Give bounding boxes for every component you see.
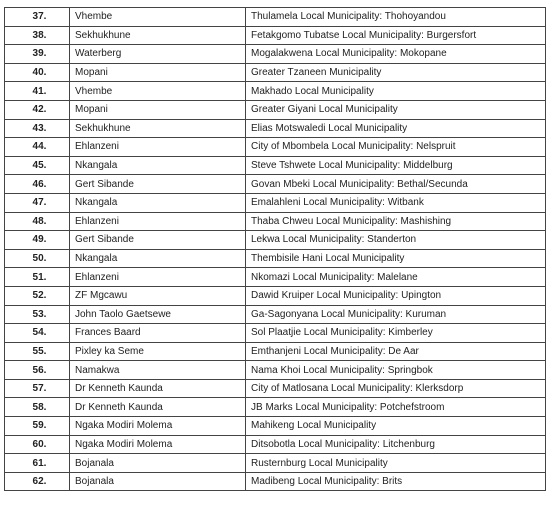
- municipality-cell: Mogalakwena Local Municipality: Mokopane: [246, 45, 546, 64]
- district-cell: Nkangala: [70, 249, 246, 268]
- district-cell: Namakwa: [70, 361, 246, 380]
- table-row: [5, 26, 546, 45]
- row-number-cell: 55.: [5, 342, 70, 361]
- row-number-cell: 42.: [5, 100, 70, 119]
- row-number-cell: 53.: [5, 305, 70, 324]
- table-row: [5, 212, 546, 231]
- table-row: [5, 231, 546, 250]
- table-row: [5, 472, 546, 491]
- district-cell: Nkangala: [70, 156, 246, 175]
- table-row: [5, 324, 546, 343]
- row-number-cell: 59.: [5, 417, 70, 436]
- row-number-cell: 43.: [5, 119, 70, 138]
- table-row: [5, 193, 546, 212]
- municipality-cell: Ditsobotla Local Municipality: Litchenburg: [246, 435, 546, 454]
- row-number-cell: 40.: [5, 63, 70, 82]
- district-cell: Sekhukhune: [70, 119, 246, 138]
- district-cell: John Taolo Gaetsewe: [70, 305, 246, 324]
- row-number-cell: 51.: [5, 268, 70, 287]
- row-number-cell: 48.: [5, 212, 70, 231]
- row-number-cell: 58.: [5, 398, 70, 417]
- table-row: [5, 63, 546, 82]
- table-row: [5, 100, 546, 119]
- table-body: [5, 8, 546, 491]
- row-number-cell: 56.: [5, 361, 70, 380]
- table-row: [5, 454, 546, 473]
- row-number-cell: 41.: [5, 82, 70, 101]
- district-cell: Gert Sibande: [70, 231, 246, 250]
- row-number-cell: 39.: [5, 45, 70, 64]
- row-number-cell: 60.: [5, 435, 70, 454]
- municipality-cell: Fetakgomo Tubatse Local Municipality: Burgersfort: [246, 26, 546, 45]
- district-cell: Bojanala: [70, 454, 246, 473]
- district-cell: Mopani: [70, 100, 246, 119]
- district-cell: Bojanala: [70, 472, 246, 491]
- district-cell: Waterberg: [70, 45, 246, 64]
- municipality-cell: Greater Tzaneen Municipality: [246, 63, 546, 82]
- district-cell: Gert Sibande: [70, 175, 246, 194]
- municipality-cell: Madibeng Local Municipality: Brits: [246, 472, 546, 491]
- municipality-cell: Lekwa Local Municipality: Standerton: [246, 231, 546, 250]
- row-number-cell: 46.: [5, 175, 70, 194]
- district-cell: Frances Baard: [70, 324, 246, 343]
- row-number-cell: 50.: [5, 249, 70, 268]
- table-row: [5, 175, 546, 194]
- row-number-cell: 44.: [5, 138, 70, 157]
- table-row: [5, 379, 546, 398]
- district-cell: ZF Mgcawu: [70, 286, 246, 305]
- row-number-cell: 52.: [5, 286, 70, 305]
- municipality-cell: Steve Tshwete Local Municipality: Middelburg: [246, 156, 546, 175]
- table-row: [5, 8, 546, 27]
- district-cell: Vhembe: [70, 8, 246, 27]
- district-cell: Vhembe: [70, 82, 246, 101]
- row-number-cell: 38.: [5, 26, 70, 45]
- district-cell: Ngaka Modiri Molema: [70, 417, 246, 436]
- table-row: [5, 305, 546, 324]
- municipality-cell: Thulamela Local Municipality: Thohoyandou: [246, 8, 546, 27]
- table-row: [5, 342, 546, 361]
- municipality-cell: Rusternburg Local Municipality: [246, 454, 546, 473]
- row-number-cell: 47.: [5, 193, 70, 212]
- district-cell: Ehlanzeni: [70, 138, 246, 157]
- municipality-cell: Mahikeng Local Municipality: [246, 417, 546, 436]
- municipality-cell: City of Mbombela Local Municipality: Nelspruit: [246, 138, 546, 157]
- row-number-cell: 54.: [5, 324, 70, 343]
- district-cell: Pixley ka Seme: [70, 342, 246, 361]
- municipality-cell: Ga-Sagonyana Local Municipality: Kuruman: [246, 305, 546, 324]
- table-row: [5, 286, 546, 305]
- municipality-cell: Nkomazi Local Municipality: Malelane: [246, 268, 546, 287]
- district-cell: Mopani: [70, 63, 246, 82]
- municipality-cell: Greater Giyani Local Municipality: [246, 100, 546, 119]
- row-number-cell: 45.: [5, 156, 70, 175]
- table-row: [5, 417, 546, 436]
- municipality-cell: Nama Khoi Local Municipality: Springbok: [246, 361, 546, 380]
- table-row: [5, 138, 546, 157]
- municipality-cell: Thembisile Hani Local Municipality: [246, 249, 546, 268]
- district-cell: Sekhukhune: [70, 26, 246, 45]
- municipality-cell: Dawid Kruiper Local Municipality: Upington: [246, 286, 546, 305]
- municipality-cell: Govan Mbeki Local Municipality: Bethal/Secunda: [246, 175, 546, 194]
- municipality-cell: Makhado Local Municipality: [246, 82, 546, 101]
- table-row: [5, 361, 546, 380]
- table-row: [5, 119, 546, 138]
- district-cell: Dr Kenneth Kaunda: [70, 379, 246, 398]
- municipality-cell: Elias Motswaledi Local Municipality: [246, 119, 546, 138]
- table-row: [5, 268, 546, 287]
- table-row: [5, 45, 546, 64]
- district-cell: Ehlanzeni: [70, 268, 246, 287]
- row-number-cell: 49.: [5, 231, 70, 250]
- table-row: [5, 249, 546, 268]
- row-number-cell: 61.: [5, 454, 70, 473]
- municipality-cell: City of Matlosana Local Municipality: Klerksdorp: [246, 379, 546, 398]
- row-number-cell: 57.: [5, 379, 70, 398]
- district-cell: Nkangala: [70, 193, 246, 212]
- district-cell: Ngaka Modiri Molema: [70, 435, 246, 454]
- district-cell: Ehlanzeni: [70, 212, 246, 231]
- table-row: [5, 156, 546, 175]
- municipality-cell: JB Marks Local Municipality: Potchefstroom: [246, 398, 546, 417]
- municipality-cell: Sol Plaatjie Local Municipality: Kimberley: [246, 324, 546, 343]
- table-row: [5, 82, 546, 101]
- table-row: [5, 435, 546, 454]
- municipality-cell: Thaba Chweu Local Municipality: Mashishing: [246, 212, 546, 231]
- municipality-cell: Emalahleni Local Municipality: Witbank: [246, 193, 546, 212]
- table-row: [5, 398, 546, 417]
- municipality-table: [4, 7, 546, 491]
- district-cell: Dr Kenneth Kaunda: [70, 398, 246, 417]
- row-number-cell: 37.: [5, 8, 70, 27]
- row-number-cell: 62.: [5, 472, 70, 491]
- municipality-cell: Emthanjeni Local Municipality: De Aar: [246, 342, 546, 361]
